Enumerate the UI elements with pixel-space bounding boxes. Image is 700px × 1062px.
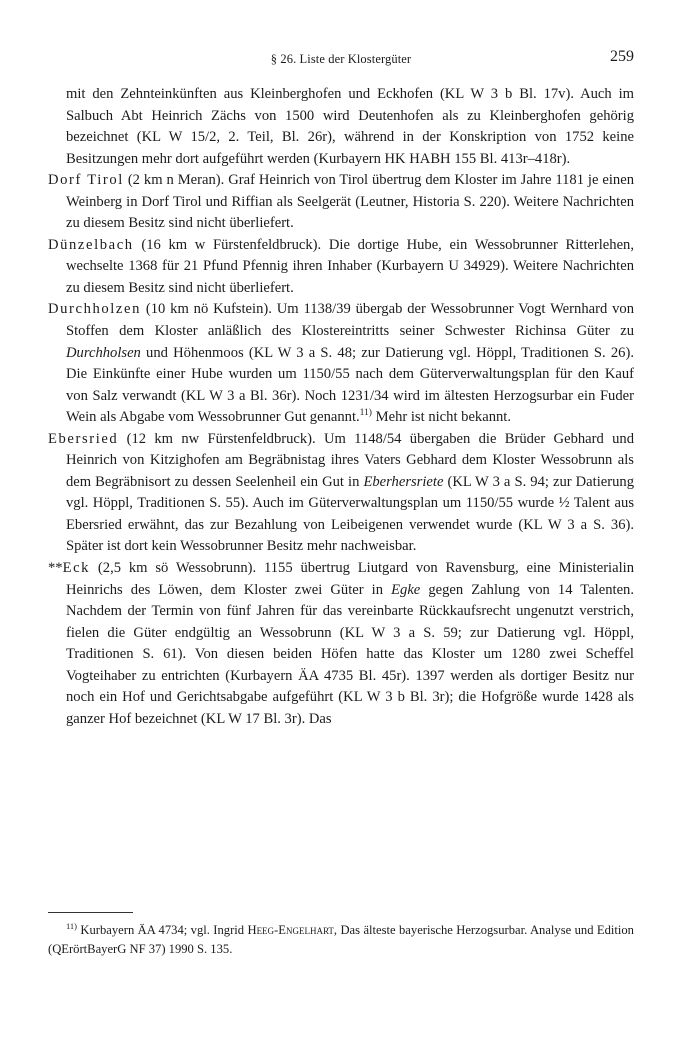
entry-ebersried	[48, 429, 634, 558]
continuation-paragraph: mit den Zehnteinkünften aus Kleinberghofen und Eckhofen (KL W 3 b Bl. 17v). Auch im Salbuch Abt Heinrich Zächs von 1500 wird Deutenhofen als zu Kleinberghofen gehörig bezeichnet (KL W 15/2, 2. Teil, Bl. 26r), während in der Konskription von 1752 keine Besitzungen mehr dort aufgeführt werden (Kurbayern HK HABH 155 Bl. 413r–418r).	[66, 86, 634, 167]
running-title: § 26. Liste der Klostergüter	[270, 52, 412, 66]
entry-text: (12 km nw Fürstenfeldbruck). Um 1148/54 übergaben die Brüder Gebhard und Heinrich von Kitzighofen am Begräbnistag ihres Vaters Gebhard dem Kloster Wessobrunn als dem Begräbnisort zu dessen Seelenheil ein Gut in	[66, 430, 634, 490]
footnote-text: , Das älteste bayerische Herzogsurbar. Analyse und Edition (QErörtBayerG NF 37) 1990 S. 135.	[48, 923, 634, 956]
entry-text: (2,5 km sö Wessobrunn). 1155 übertrug Liutgard von Ravensburg, eine Ministerialin Heinrichs des Löwen, dem Kloster zwei Güter in	[66, 560, 634, 598]
entry-keyword: Dünzelbach	[48, 236, 134, 253]
footnote-reference[interactable]: 11)	[359, 408, 372, 419]
main-text	[48, 84, 634, 730]
footnote	[48, 921, 634, 959]
entry-text: (16 km w Fürstenfeldbruck). Die dortige Hube, ein Wessobrunner Ritterlehen, wechselte 1368 für 21 Pfund Pfennig ihren Inhaber (Kurbayern U 34929). Weitere Nachrichten zu diesem Besitz sind nicht überliefert.	[66, 236, 634, 296]
entry-text: (10 km nö Kufstein). Um 1138/39 übergab der Wessobrunner Vogt Wernhard von Stoffen dem Kloster anläßlich des Klostereintritts seiner Schwester Richinsa Güter zu	[66, 301, 634, 340]
entry-eck	[48, 558, 634, 730]
page-number: 259	[610, 48, 634, 65]
entry-keyword: Ebersried	[48, 430, 119, 447]
footnote-text: Kurbayern ÄA 4734; vgl. Ingrid	[77, 923, 248, 937]
page-header	[48, 48, 634, 72]
footnote-marker: 11)	[66, 921, 78, 931]
entry-prefix: **	[48, 560, 63, 577]
entry-duenzelbach	[48, 235, 634, 300]
place-name-italic: Eberhersriete	[363, 473, 444, 490]
place-name-italic: Egke	[391, 581, 421, 598]
entry-keyword: Durchholzen	[48, 301, 141, 318]
entry-dorf-tirol	[48, 170, 634, 235]
entry-text: (KL W 3 a S. 94; zur Datierung vgl. Höppl, Traditionen S. 55). Auch im Güterverwaltungsplan um 1150/55 wurde ½ Talent aus Ebersried erwähnt, das zur Bezahlung von Leibeigenen verwendet wurde (KL W 3 a S. 36). Später ist dort kein Wessobrunner Besitz mehr nachweisbar.	[66, 473, 634, 555]
entry-durchholzen	[48, 299, 634, 428]
footnote-author: Heeg-Engelhart	[247, 923, 334, 937]
entry-text: (2 km n Meran). Graf Heinrich von Tirol übertrug dem Kloster im Jahre 1181 je einen Weinberg in Dorf Tirol und Riffian als Seelgerät (Leutner, Historia S. 220). Weitere Nachrichten zu diesem Besitz sind nicht überliefert.	[66, 172, 634, 232]
place-name-italic: Durchholsen	[66, 344, 141, 361]
entry-text: Mehr ist nicht bekannt.	[371, 409, 511, 426]
entry-text: und Höhenmoos (KL W 3 a S. 48; zur Datierung vgl. Höppl, Traditionen S. 26). Die Einkünfte einer Hube wurden um 1150/55 nach dem Güterverwaltungsplan für den Kauf von Salz verwandt (KL W 3 a Bl. 36r). Noch 1231/34 wird im ältesten Herzogsurbar ein Fuder Wein als Abgabe vom Wessobrunner Gut genannt.	[66, 344, 634, 426]
footnote-rule	[48, 912, 133, 913]
entry-keyword: Eck	[62, 560, 91, 577]
entry-keyword: Dorf Tirol	[48, 172, 124, 189]
entry-text: gegen Zahlung von 14 Talenten. Nachdem der Termin von fünf Jahren für das vereinbarte Rückkaufsrecht ungenutzt verstrich, fielen die Güter endgültig an Wessobrunn (KL W 3 a S. 59; zur Datierung vgl. Höppl, Traditionen S. 61). Von diesen beiden Höfen hatte das Kloster um 1280 zwei Scheffel Vogteihaber zu entrichten (Kurbayern ÄA 4735 Bl. 45r). 1397 werden als dortiger Besitz nur noch ein Hof und Gerichtsabgabe aufgeführt (KL W 3 b Bl. 3r); die Hofgröße wurde 1428 als ganzer Hof bezeichnet (KL W 17 Bl. 3r). Das	[66, 581, 634, 727]
